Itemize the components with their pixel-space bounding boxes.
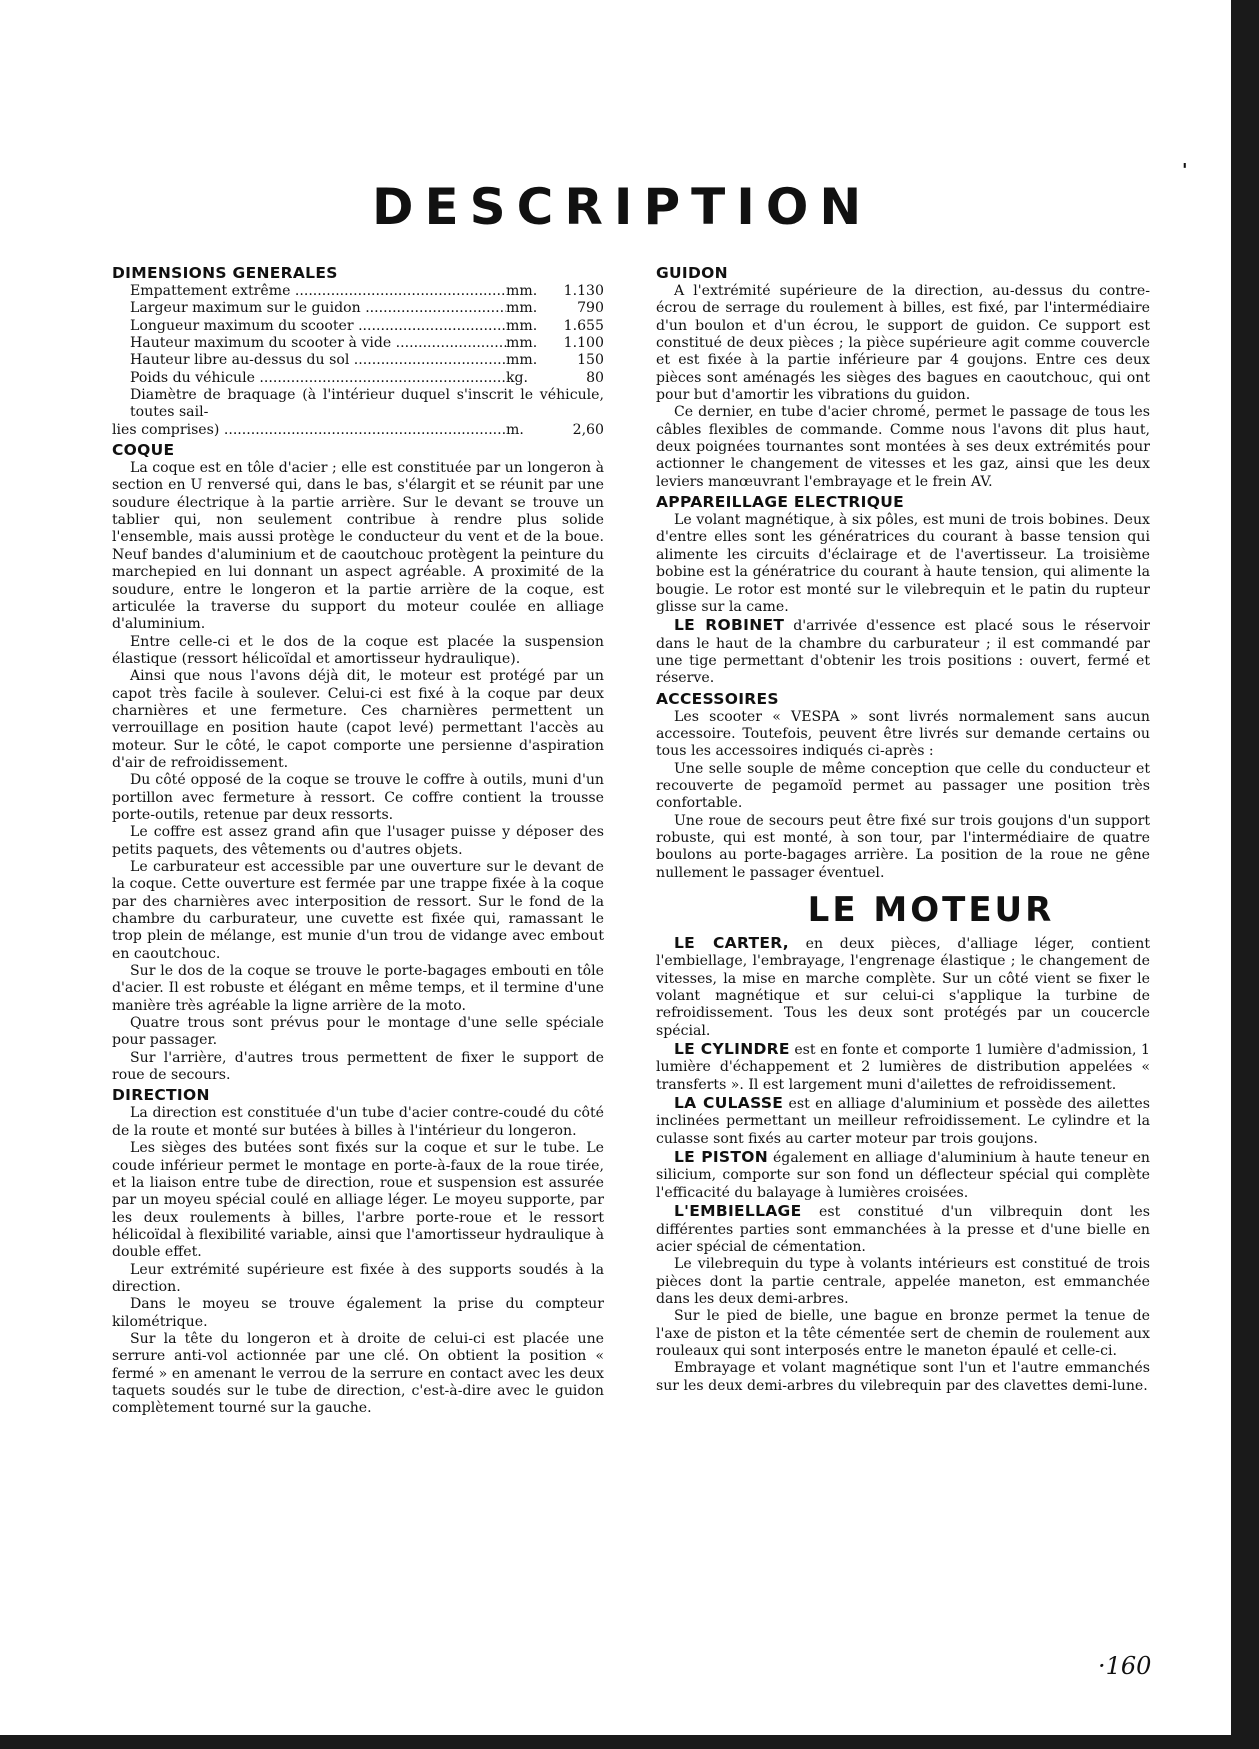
dimension-value: 80 [586,369,604,386]
dimension-unit: mm. [506,352,538,369]
cylindre-paragraph [656,1040,1150,1094]
page-number: ·160 [1098,1652,1152,1680]
engine-section [656,890,1150,1395]
dimension-label: lies comprises) ..... [112,422,506,439]
culasse-text: est en alliage d'aluminium et possède des ailettes inclinées permettant un meilleur refroidissement. Le cylindre et la culasse sont fixés au carter moteur par trois goujons. [656,1096,1150,1147]
paragraph: Dans le moyeu se trouve également la prise du compteur kilométrique. [112,1296,604,1330]
dimensions-heading: DIMENSIONS GENERALES [112,264,338,282]
dimension-row [112,283,604,300]
paragraph: Sur le dos de la coque se trouve le porte-bagages embouti en tôle d'acier. Il est robuste et élégant en même temps, et il termine d'une manière très agréable la ligne arrière de la moto. [112,963,604,1014]
paragraph: Entre celle-ci et le dos de la coque est placée la suspension élastique (ressort hélicoïdal et amortisseur hydraulique). [112,633,604,667]
paragraph: Le vilebrequin du type à volants intérieurs est constitué de trois pièces dont la partie centrale, appelée maneton, est emmanchée dans les deux demi-arbres. [656,1256,1150,1307]
embiellage-text: est constitué d'un vilbrequin dont les différentes parties sont emmanchées à la presse et d'une bielle en acier spécial de cémentation. [656,1204,1150,1255]
carter-text: en deux pièces, d'alliage léger, contient l'embiellage, l'embrayage, l'engrenage élastique ; le changement de vitesses, la mise en marche complète. Sur un côté vient se fixer le volant magnétique et sur celui-ci s'applique la turbine de refroidissement. Tous les deux sont protégés par un coucercle spécial. [656,936,1150,1039]
scan-mark: ' [1182,160,1188,181]
paragraph: Ainsi que nous l'avons déjà dit, le moteur est protégé par un capot très facile à soulever. Celui-ci est fixé à la coque par deux charnières et une fermeture. Ces charnières permettent un verrouillage en position haute (capot levé) permettant l'accès au moteur. Sur le côté, le capot comporte une persienne d'aspiration d'air de refroidissement. [112,668,604,771]
dimension-label: Longueur maximum du scooter ..... [112,318,506,335]
paragraph: Leur extrémité supérieure est fixée à des supports soudés à la direction. [112,1261,604,1295]
guidon-section [656,264,1150,491]
paragraph: A l'extrémité supérieure de la direction, au-dessus du contre-écrou de serrage du roulement à billes, est fixé, par l'intermédiaire d'un boulon et d'un écrou, le support de guidon. Ce support est constitué de deux pièces ; la pièce supérieure agit comme couvercle et est fixée à la partie inférieure par 4 goujons. Entre ces deux pièces sont aménagés les sièges des bagues en caoutchouc, qui ont pour but d'amortir les vibrations du guidon. [656,283,1150,404]
engine-heading: LE MOTEUR [807,890,1055,930]
electrical-section [656,493,1150,687]
paragraph: Sur le pied de bielle, une bague en bronze permet la tenue de l'axe de piston et la tête cémentée sert de chemin de roulement aux rouleaux qui sont interposés entre le maneton épaulé et celle-ci. [656,1308,1150,1359]
electrical-heading: APPAREILLAGE ELECTRIQUE [656,493,904,512]
piston-text: également en alliage d'aluminium à haute teneur en silicium, comporte sur son fond un déflecteur spécial qui complète l'efficacité du balayage à lumières croisées. [656,1150,1151,1201]
paragraph: Une selle souple de même conception que celle du conducteur et recouverte de pegamoïd permet au passager une position très confortable. [656,760,1150,812]
paragraph: Les scooter « VESPA » sont livrés normalement sans aucun accessoire. Toutefois, peuvent être livrés sur demande certains ou tous les accessoires indiqués ci-après : [656,708,1150,760]
robinet-text: d'arrivée d'essence est placé sous le réservoir dans le haut de la chambre du carburateur ; il est commandé par une tige permettant d'obtenir les trois positions : ouvert, fermé et réserve. [656,618,1151,687]
paragraph: La coque est en tôle d'acier ; elle est constituée par un longeron à section en U renversé qui, dans le bas, s'élargit et se réunit par une soudure électrique à la partie arrière. Sur le devant se trouve un tablier qui, non seulement contribue à rendre plus solide l'ensemble, mais aussi protège le conducteur du vent et de la boue. Neuf bandes d'aluminium et de caoutchouc protègent la peinture du marchepied en lui donnant un aspect agréable. A proximité de la soudure, entre le longeron et la partie arrière de la coque, est articulée la traverse du support du moteur coulée en alliage d'aluminium. [112,460,604,633]
dimension-label: Empattement extrême ..... [112,283,506,300]
page-title: DESCRIPTION [372,178,873,236]
paragraph: Quatre trous sont prévus pour le montage d'une selle spéciale pour passager. [112,1015,604,1049]
scan-edge-bottom [0,1735,1259,1749]
paragraph: Sur l'arrière, d'autres trous permettent de fixer le support de roue de secours. [112,1049,604,1084]
left-column [112,262,604,1418]
dimensions-section [112,264,604,439]
dimension-unit: mm. [506,317,538,334]
dimension-value: 790 [577,300,604,317]
dimensions-table [112,283,604,439]
dimension-row [112,335,604,352]
dimension-unit: kg. [506,369,529,386]
dimension-row [112,422,604,439]
right-column [656,262,1150,1395]
embiellage-paragraph [656,1202,1150,1256]
paragraph: Sur la tête du longeron et à droite de celui-ci est placée une serrure anti-vol actionnée par une clé. On obtient la position « fermé » en amenant le verrou de la serrure en contact avec les deux taquets soudés sur le tube de direction, c'est-à-dire avec le guidon complètement tourné sur la gauche. [112,1330,604,1417]
piston-heading: LE PISTON [674,1148,769,1167]
paragraph: Les sièges des butées sont fixés sur la coque et sur le tube. Le coude inférieur permet le montage en porte-à-faux de la roue tirée, et la liaison entre tube de direction, roue et suspension est assurée par un moyeu spécial coulé en alliage léger. Le moyeu supporte, par les deux roulements à billes, l'arbre porte-roue et le ressort hélicoïdal à flexibilité variable, ainsi que l'amortisseur hydraulique à double effet. [112,1140,604,1261]
dimension-row [112,352,604,369]
dimension-value: 1.130 [563,283,604,299]
paragraph: Le volant magnétique, à six pôles, est muni de trois bobines. Deux d'entre elles sont les génératrices du courant à basse tension qui alimente les circuits d'éclairage et de l'avertisseur. La troisième bobine est la génératrice du courant à haute tension, qui alimente la bougie. Le rotor est monté sur le vilebrequin et le patin du rupteur glisse sur la came. [656,512,1150,615]
paragraph: Le coffre est assez grand afin que l'usager puisse y déposer des petits paquets, des vêtements ou d'autres objets. [112,824,604,858]
dimension-label: Hauteur maximum du scooter à vide ..... [112,335,506,352]
paragraph: Une roue de secours peut être fixé sur trois goujons d'un support robuste, qui est monté, à son tour, par l'intermédiaire de quatre boulons au porte-bagages arrière. La position de la roue ne gêne nullement le passager éventuel. [656,812,1150,881]
culasse-heading: LA CULASSE [674,1094,784,1113]
dimension-unit: mm. [506,335,538,352]
dimension-row [112,300,604,317]
dimension-label: Largeur maximum sur le guidon ..... [112,300,506,317]
carter-heading: LE CARTER, [674,934,789,952]
coque-section [112,441,604,1084]
scan-edge-right [1231,0,1259,1749]
dimension-value: 150 [577,352,604,369]
paragraph: Embrayage et volant magnétique sont l'un et l'autre emmanchés sur les deux demi-arbres du vilebrequin par des clavettes demi-lune. [656,1360,1150,1394]
cylindre-text: est en fonte et comporte 1 lumière d'admission, 1 lumière d'échappement et 2 lumières de distribution appelées « transferts ». Il est largement muni d'ailettes de refroidissement. [656,1042,1150,1093]
carter-paragraph [656,934,1150,1040]
culasse-paragraph [656,1094,1150,1148]
paragraph: Du côté opposé de la coque se trouve le coffre à outils, muni d'un portillon avec fermeture à ressort. Ce coffre contient la trousse porte-outils, retenue par deux ressorts. [112,772,604,823]
robinet-heading: LE ROBINET [674,616,785,635]
robinet-paragraph [656,616,1150,687]
paragraph: Ce dernier, en tube d'acier chromé, permet le passage de tous les câbles flexibles de commande. Comme nous l'avons dit plus haut, deux poignées tournantes sont montées à ses deux extrémités pour actionner le changement de vitesses et les gaz, ainsi que les deux leviers manœuvrant l'embrayage et le frein AV. [656,404,1150,490]
paragraph: La direction est constituée d'un tube d'acier contre-coudé du côté de la route et monté sur butées à billes à l'intérieur du longeron. [112,1105,604,1139]
guidon-heading: GUIDON [656,264,728,282]
dimension-unit: m. [506,421,524,438]
dimension-unit: mm. [506,283,538,299]
cylindre-heading: LE CYLINDRE [674,1040,790,1059]
dimension-label: Hauteur libre au-dessus du sol ..... [112,352,506,369]
dimension-label: Poids du véhicule ..... [112,370,506,387]
dimension-unit: mm. [506,300,538,317]
accessories-heading: ACCESSOIRES [656,689,779,708]
direction-heading: DIRECTION [112,1086,210,1105]
coque-heading: COQUE [112,441,175,460]
paragraph: Le carburateur est accessible par une ouverture sur le devant de la coque. Cette ouverture est fermée par une trappe fixée à la coque par des charnières avec interposition de ressort. Sur le fond de la chambre du carburateur, une cuvette est fixée qui, ramassant le trop plein de mélange, est munie d'un trou de vidange avec embout en caoutchouc. [112,859,604,962]
accessories-section [656,690,1150,882]
dimension-row [112,318,604,335]
dimension-value: 1.100 [563,335,604,352]
dimension-value: 2,60 [572,421,604,438]
dimension-value: 1.655 [563,317,604,334]
dimension-turning-text: Diamètre de braquage (à l'intérieur duquel s'inscrit le véhicule, toutes sail- [130,387,604,421]
piston-paragraph [656,1148,1150,1202]
direction-section [112,1086,604,1417]
dimension-row [112,370,604,387]
embiellage-heading: L'EMBIELLAGE [674,1202,802,1221]
